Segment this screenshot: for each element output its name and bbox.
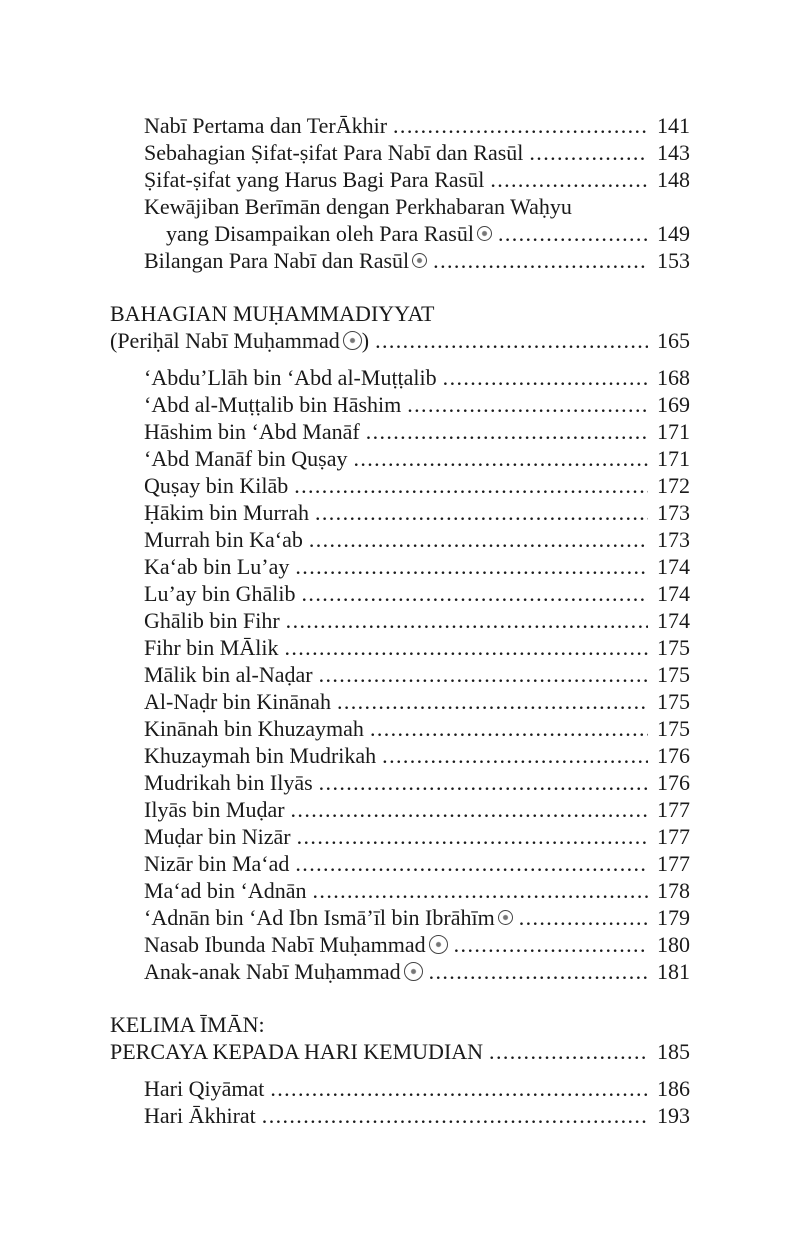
dot-leader (313, 877, 648, 904)
toc-entry-page: 173 (657, 500, 690, 525)
toc-entry-page: 185 (657, 1039, 690, 1064)
toc-entry[interactable] (110, 715, 690, 742)
toc-entry-title: PERCAYA KEPADA HARI KEMUDIAN (110, 1039, 484, 1064)
toc-list-hari-kemudian (110, 1075, 690, 1129)
toc-entry-title: Ghālib bin Fihr (144, 608, 280, 633)
toc-entry-page: 175 (657, 716, 690, 741)
dot-leader (429, 958, 648, 985)
dot-leader (291, 796, 648, 823)
toc-entry-page: 143 (657, 140, 690, 165)
toc-entry[interactable] (110, 877, 690, 904)
dot-leader (375, 327, 648, 354)
toc-entry-title: Ṣifat-ṣifat yang Harus Bagi Para Rasūl (144, 167, 485, 192)
toc-entry[interactable] (110, 931, 690, 958)
toc-entry[interactable] (110, 445, 690, 472)
section-heading-muhammadiyyat: BAHAGIAN MUḤAMMADIYYAT (110, 301, 435, 326)
toc-entry[interactable] (110, 850, 690, 877)
toc-entry-title (144, 931, 448, 958)
toc-entry-title: Murrah bin Ka‘ab (144, 527, 303, 552)
toc-entry[interactable] (110, 823, 690, 850)
toc-entry-page: 177 (657, 824, 690, 849)
toc-entry-title: Al-Naḍr bin Kinānah (144, 689, 331, 714)
toc-entry[interactable] (110, 1038, 690, 1065)
toc-entry-page: 175 (657, 662, 690, 687)
toc-entry-title: ‘Abdu’Llāh bin ‘Abd al-Muṭṭalib (144, 365, 437, 390)
dot-leader (433, 247, 648, 274)
toc-entry-title (110, 327, 369, 354)
dot-leader (270, 1075, 648, 1102)
toc-entry-title: Nizār bin Ma‘ad (144, 851, 290, 876)
toc-entry[interactable] (110, 1075, 690, 1102)
toc-entry-title: Ma‘ad bin ‘Adnān (144, 878, 307, 903)
toc-entry-title (166, 220, 492, 247)
honorific-glyph-icon (343, 331, 362, 350)
toc-entry[interactable] (110, 112, 690, 139)
dot-leader (454, 931, 648, 958)
toc-entry-page: 186 (657, 1076, 690, 1101)
toc-entry-title: Nabī Pertama dan TerĀkhir (144, 113, 388, 138)
toc-entry-page: 172 (657, 473, 690, 498)
toc-entry[interactable] (110, 247, 690, 274)
toc-entry-page: 177 (657, 851, 690, 876)
honorific-glyph-icon (477, 226, 492, 241)
dot-leader (393, 112, 648, 139)
toc-entry-page: 171 (657, 419, 690, 444)
dot-leader (262, 1102, 648, 1129)
toc-entry-title: Mudrikah bin Ilyās (144, 770, 313, 795)
dot-leader (490, 166, 648, 193)
honorific-glyph-icon (498, 910, 513, 925)
toc-entry-page: 178 (657, 878, 690, 903)
honorific-glyph-icon (412, 253, 427, 268)
toc-entry-title: Ḥākim bin Murrah (144, 500, 309, 525)
toc-entry-page: 174 (657, 554, 690, 579)
dot-leader (302, 580, 648, 607)
toc-entry-title: Mālik bin al-Naḍar (144, 662, 313, 687)
toc-entry-title: Hari Ākhirat (144, 1103, 256, 1128)
dot-leader (370, 715, 648, 742)
toc-entry[interactable] (110, 220, 690, 247)
toc-entry-title: Sebahagian Ṣifat-ṣifat Para Nabī dan Rasūl (144, 140, 524, 165)
toc-entry[interactable] (110, 607, 690, 634)
toc-entry[interactable] (110, 418, 690, 445)
dot-leader (519, 904, 648, 931)
toc-entry-page: 171 (657, 446, 690, 471)
dot-leader (489, 1038, 648, 1065)
toc-entry-title: Hāshim bin ‘Abd Manāf (144, 419, 360, 444)
dot-leader (337, 688, 648, 715)
dot-leader (407, 391, 648, 418)
table-of-contents (110, 112, 690, 1129)
toc-entry[interactable] (110, 327, 690, 354)
toc-entry[interactable] (110, 553, 690, 580)
toc-entry-title (144, 247, 427, 274)
dot-leader (295, 553, 648, 580)
toc-entry-page: 141 (657, 113, 690, 138)
toc-entry[interactable] (110, 796, 690, 823)
toc-entry-page: 174 (657, 608, 690, 633)
dot-leader (382, 742, 648, 769)
toc-entry-title-text: ‘Adnān bin ‘Ad Ibn Ismā’īl bin Ibrāhīm (144, 905, 495, 930)
toc-entry-page: 149 (657, 221, 690, 246)
dot-leader (319, 661, 648, 688)
toc-entry-page: 193 (657, 1103, 690, 1128)
toc-entry[interactable] (110, 472, 690, 499)
honorific-glyph-icon (404, 962, 423, 981)
toc-entry[interactable] (110, 580, 690, 607)
toc-entry-title-text: yang Disampaikan oleh Para Rasūl (166, 221, 474, 246)
toc-entry-title: Ka‘ab bin Lu’ay (144, 554, 290, 579)
toc-entry[interactable] (110, 634, 690, 661)
toc-entry-title-text: Anak-anak Nabī Muḥammad (144, 959, 401, 984)
section-heading-kelima-iman: KELIMA ĪMĀN: (110, 1012, 265, 1037)
dot-leader (366, 418, 648, 445)
toc-entry-title: Muḍar bin Nizār (144, 824, 291, 849)
toc-entry-page: 181 (657, 959, 690, 984)
dot-leader (353, 445, 648, 472)
dot-leader (319, 769, 648, 796)
toc-entry-page: 174 (657, 581, 690, 606)
toc-entry-page: 168 (657, 365, 690, 390)
toc-entry[interactable] (110, 499, 690, 526)
toc-entry-title-text: Nasab Ibunda Nabī Muḥammad (144, 932, 426, 957)
toc-entry-page: 177 (657, 797, 690, 822)
toc-entry-page: 175 (657, 635, 690, 660)
toc-entry[interactable] (110, 391, 690, 418)
toc-entry-title: Ilyās bin Muḍar (144, 797, 285, 822)
toc-entry-page: 179 (657, 905, 690, 930)
toc-entry[interactable] (110, 661, 690, 688)
toc-entry-title-line: Kewājiban Berīmān dengan Perkhabaran Waḥyu (144, 194, 572, 219)
toc-entry-page: 176 (657, 770, 690, 795)
toc-entry-title: Fihr bin MĀlik (144, 635, 279, 660)
toc-entry-title: ‘Abd Manāf bin Quṣay (144, 446, 348, 471)
toc-entry-title: Lu’ay bin Ghālib (144, 581, 296, 606)
toc-entry[interactable] (110, 688, 690, 715)
toc-entry-page: 165 (657, 328, 690, 353)
toc-entry-page: 175 (657, 689, 690, 714)
dot-leader (294, 472, 648, 499)
toc-entry-title: Kinānah bin Khuzaymah (144, 716, 364, 741)
dot-leader (295, 850, 648, 877)
toc-entry-page: 180 (657, 932, 690, 957)
toc-entry-page: 148 (657, 167, 690, 192)
toc-entry[interactable] (110, 526, 690, 553)
honorific-glyph-icon (429, 935, 448, 954)
dot-leader (315, 499, 648, 526)
toc-entry-page: 169 (657, 392, 690, 417)
dot-leader (498, 220, 648, 247)
toc-entry-page: 153 (657, 248, 690, 273)
dot-leader (286, 607, 648, 634)
toc-entry-title: Khuzaymah bin Mudrikah (144, 743, 377, 768)
toc-entry[interactable] (110, 904, 690, 931)
toc-list-genealogy (110, 364, 690, 904)
toc-entry-title: ‘Abd al-Muṭṭalib bin Hāshim (144, 392, 402, 417)
dot-leader (284, 634, 648, 661)
toc-entry[interactable] (110, 742, 690, 769)
toc-entry-title-text: Bilangan Para Nabī dan Rasūl (144, 248, 410, 273)
toc-entry[interactable] (110, 1102, 690, 1129)
dot-leader (309, 526, 648, 553)
toc-entry-title (144, 904, 513, 931)
toc-entry[interactable] (110, 139, 690, 166)
toc-entry-page: 173 (657, 527, 690, 552)
toc-entry-page: 176 (657, 743, 690, 768)
toc-entry[interactable] (110, 364, 690, 391)
toc-entry-title-text: (Periḥāl Nabī Muḥammad (110, 328, 340, 353)
dot-leader (443, 364, 648, 391)
toc-entry[interactable] (110, 769, 690, 796)
toc-entry[interactable] (110, 166, 690, 193)
dot-leader (297, 823, 648, 850)
dot-leader (529, 139, 648, 166)
toc-entry[interactable] (110, 958, 690, 985)
closing-paren: ) (361, 328, 370, 353)
toc-entry-title: Quṣay bin Kilāb (144, 473, 289, 498)
toc-entry-title: Hari Qiyāmat (144, 1076, 265, 1101)
toc-entry-title (144, 958, 423, 985)
